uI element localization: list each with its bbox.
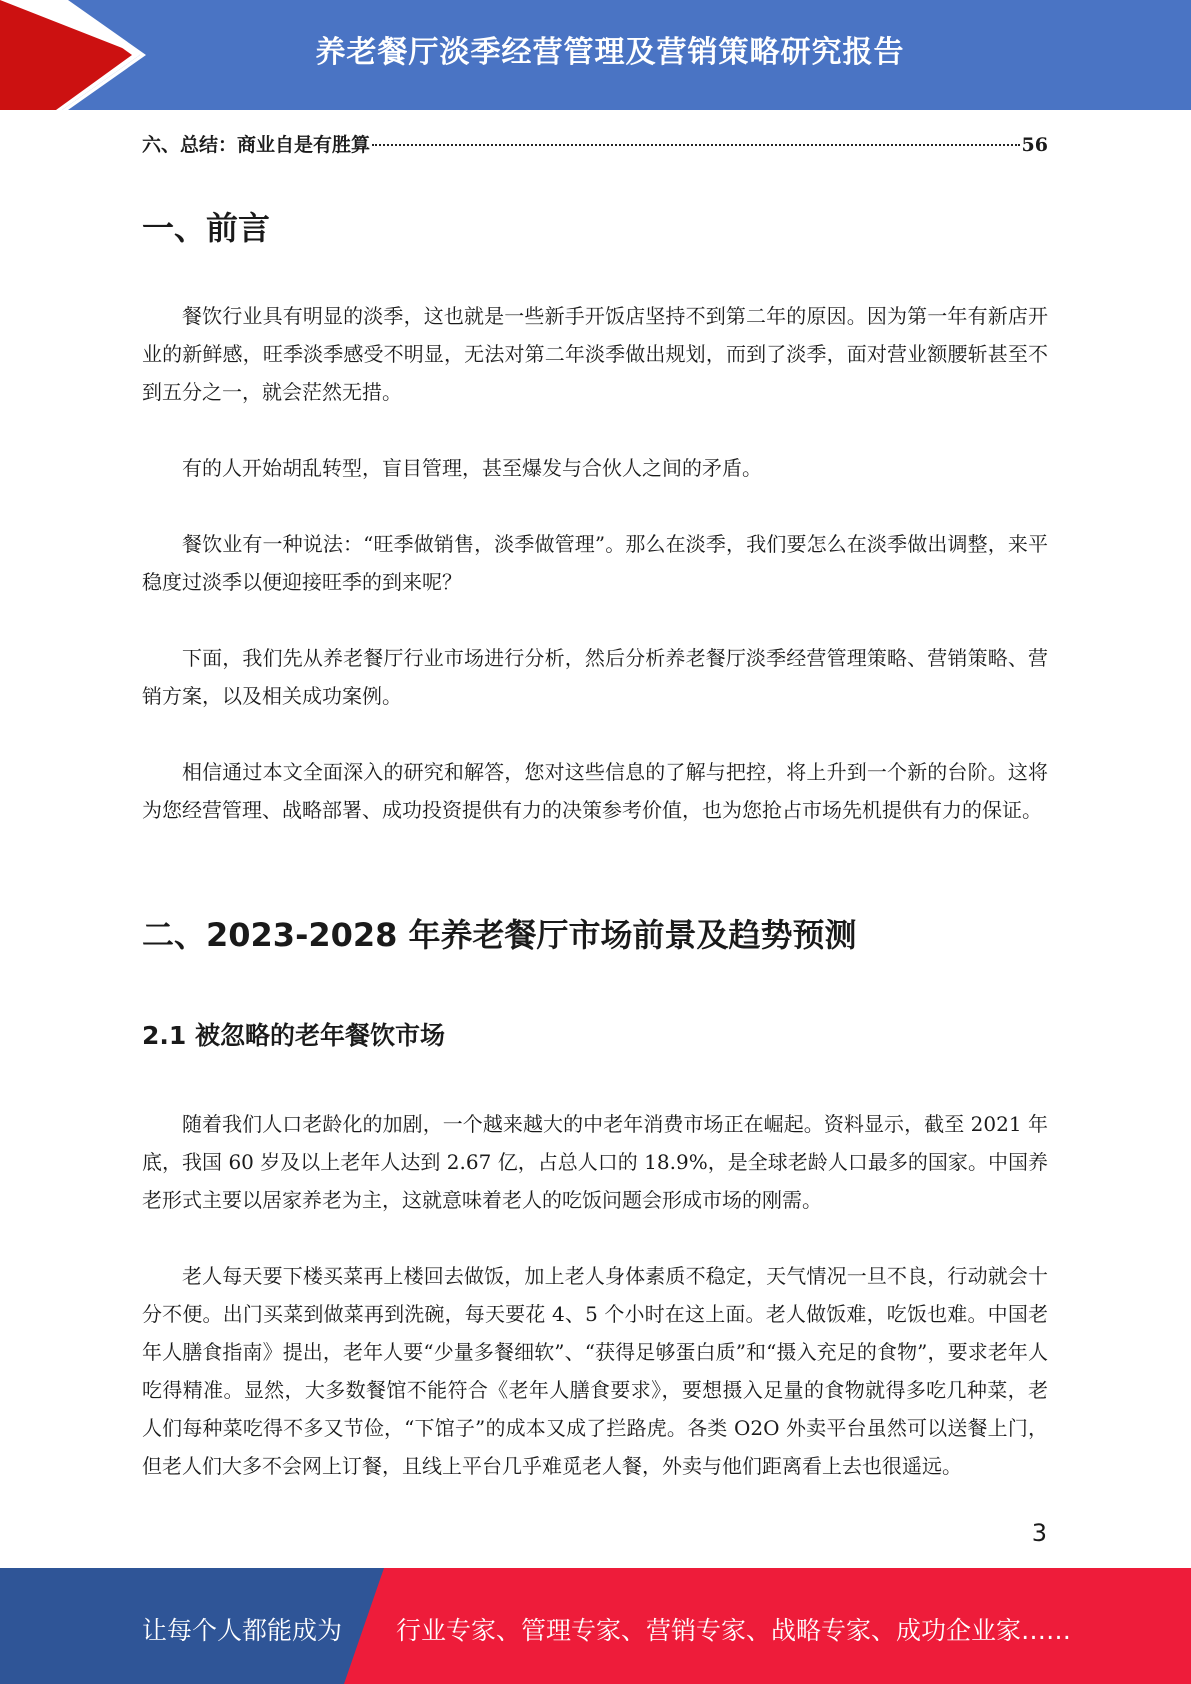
toc-entry-label: 六、总结：商业自是有胜算 [142,134,371,156]
header-arrow-decoration [0,0,150,110]
section-heading-market: 二、2023-2028 年养老餐厅市场前景及趋势预测 [142,916,857,954]
header-banner [0,0,1191,110]
section-heading-preface: 一、前言 [142,209,271,247]
paragraph: 老人每天要下楼买菜再上楼回去做饭，加上老人身体素质不稳定，天气情况一旦不良，行动就会十分不便。出门买菜到做菜再到洗碗，每天要花 4、5 个小时在这上面。老人做饭难，吃饭也难。中国老年人膳食指南》提出，老年人要“少量多餐细软”、“获得足够蛋白质”和“摄入充足的食物”，要求老年人吃得精准。显然，大多数餐馆不能符合《老年人膳食要求》，要想摄入足量的食物就得多吃几种菜，老人们每种菜吃得不多又节俭，“下馆子”的成本又成了拦路虎。各类 O2O 外卖平台虽然可以送餐上门，但老人们大多不会网上订餐，且线上平台几乎难觅老人餐，外卖与他们距离看上去也很遥远。 [142,1264,1048,1478]
page-number: 3 [1031,1519,1047,1547]
paragraph: 下面，我们先从养老餐厅行业市场进行分析，然后分析养老餐厅淡季经营管理策略、营销策略、营销方案，以及相关成功案例。 [142,646,1048,708]
paragraph: 随着我们人口老龄化的加剧，一个越来越大的中老年消费市场正在崛起。资料显示，截至 2021 年底，我国 60 岁及以上老年人达到 2.67 亿，占总人口的 18.9%，是全球老龄人口最多的国家。中国养老形式主要以居家养老为主，这就意味着老人的吃饭问题会形成市场的刚需。 [142,1112,1048,1212]
paragraph: 相信通过本文全面深入的研究和解答，您对这些信息的了解与把控，将上升到一个新的台阶。这将为您经营管理、战略部署、成功投资提供有力的决策参考价值，也为您抢占市场先机提供有力的保证。 [142,760,1048,822]
subsection-heading: 2.1 被忽略的老年餐饮市场 [142,1021,445,1050]
paragraph: 餐饮行业具有明显的淡季，这也就是一些新手开饭店坚持不到第二年的原因。因为第一年有新店开业的新鲜感，旺季淡季感受不明显，无法对第二年淡季做出规划，而到了淡季，面对营业额腰斩甚至不到五分之一，就会茫然无措。 [142,304,1048,404]
footer-slogan-left: 让每个人都能成为 [142,1616,343,1645]
paragraph: 餐饮业有一种说法：“旺季做销售，淡季做管理”。那么在淡季，我们要怎么在淡季做出调整，来平稳度过淡季以便迎接旺季的到来呢？ [142,532,1048,594]
footer-banner [0,1568,1191,1684]
toc-entry[interactable] [142,130,1048,160]
toc-leader-dots [372,144,1020,146]
paragraph: 有的人开始胡乱转型，盲目管理，甚至爆发与合伙人之间的矛盾。 [182,456,762,480]
toc-entry-page: 56 [1021,134,1048,156]
report-title: 养老餐厅淡季经营管理及营销策略研究报告 [315,35,905,70]
footer-slogan-right: 行业专家、管理专家、营销专家、战略专家、成功企业家…… [396,1616,1072,1645]
